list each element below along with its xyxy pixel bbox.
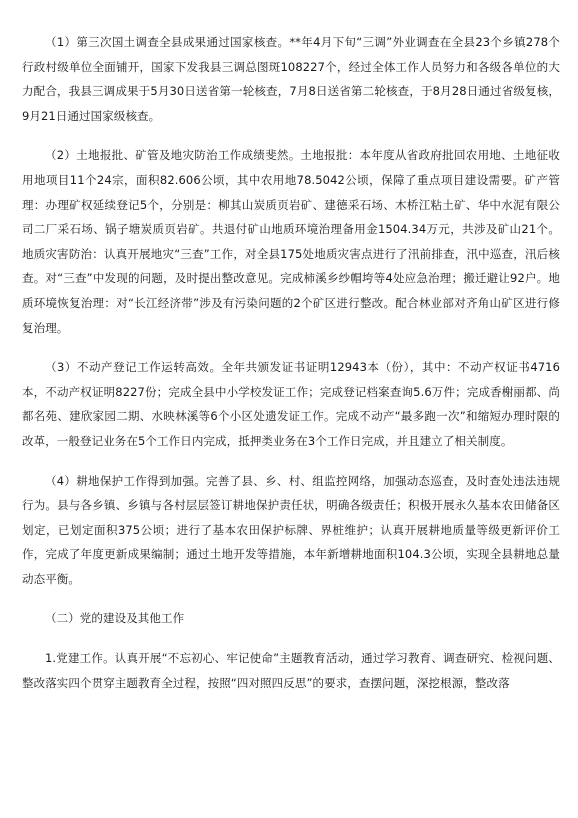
paragraph-farmland-protection: （4）耕地保护工作得到加强。完善了县、乡、村、组监控网络，加强动态巡查，及时查处违法违规行为。县与各乡镇、乡镇与各村层层签订耕地保护责任状，明确各级责任；积极开展永久基本农田储备区划定，已划定面积375公顷；进行了基本农田保护标牌、界桩维护；认真开展耕地质量等级更新评价工作，完成了年度更新成果编制；通过土地开发等措施，本年新增耕地面积104.3公顷，实现全县耕地总量动态平衡。 [22,473,560,586]
paragraph-land-approval-mining: （2）土地报批、矿管及地灾防治工作成绩斐然。土地报批：本年度从省政府批回农用地、土地征收用地项目11个24宗，面积82.606公顷，其中农用地78.5042公顷，保障了重点项目建设需要。矿产管理：办理矿权延续登记5个，分别是：柳其山炭质页岩矿、建德采石场、木桥江粘土矿、华中水泥有限公司二厂采石场、锅子塘炭质页岩矿。共退付矿山地质环境治理备用金1504.34万元，共涉及矿山21个。地质灾害防治：认真开展地灾“三查”工作，对全县175处地质灾害点进行了汛前排查，汛中巡查，汛后核查。对“三查”中发现的问题，及时提出整改意见。完成柿溪乡纱帽垮等4处应急治理；搬迁避让92户。地质环境恢复治理：对“长江经济带”涉及有污染问题的2个矿区进行整改。配合林业部对齐角山矿区进行修复治理。 [22,148,560,335]
paragraph-real-estate-registration: （3）不动产登记工作运转高效。全年共颁发证书证明12943本（份），其中：不动产权证书4716本，不动产权证明8227份；完成全县中小学校发证工作；完成登记档案查询5.6万件；完成香榭丽都、尚都名苑、建欣家园二期、水映林溪等6个小区处遗发证工作。完成不动产“最多跑一次”和缩短办理时限的改革，一般登记业务在5个工作日内完成，抵押类业务在3个工作日完成，并且建立了相关制度。 [22,360,560,448]
paragraph-party-work: 1.党建工作。认真开展“不忘初心、牢记使命”主题教育活动，通过学习教育、调查研究、检视问题、整改落实四个贯穿主题教育全过程，按照“四对照四反思”的要求，查摆问题，深挖根源，整改落 [22,651,560,690]
section-heading-party-building: （二）党的建设及其他工作 [45,611,185,626]
paragraph-land-survey: （1）第三次国土调查全县成果通过国家核查。**年4月下旬“三调”外业调查在全县23个乡镇278个行政村级单位全面铺开，国家下发我县三调总图斑108227个，经过全体工作人员努力和各级各单位的大力配合，我县三调成果于5月30日送省第一轮核查，7月8日送省第二轮核查，于8月28日通过省级复核，9月21日通过国家级核查。 [22,35,560,123]
